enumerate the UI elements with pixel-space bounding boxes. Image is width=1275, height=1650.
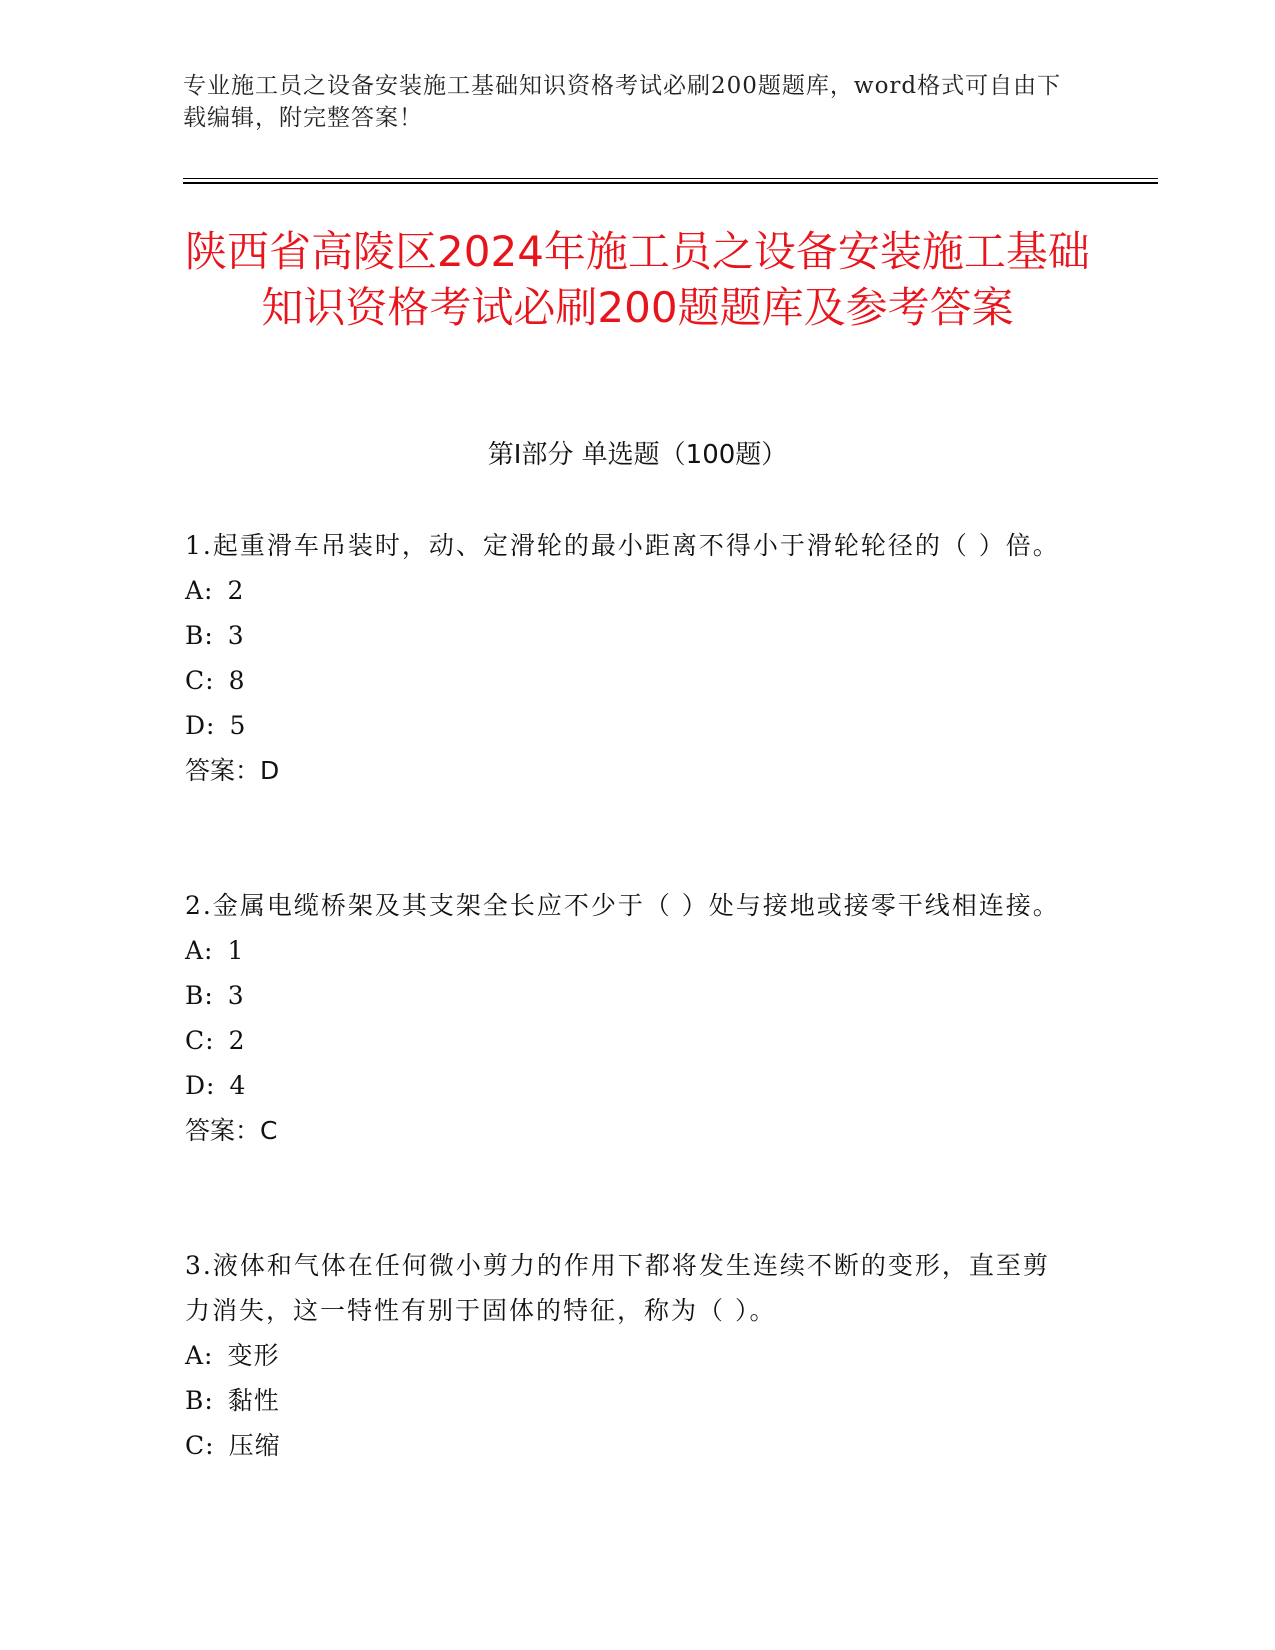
option-c — [185, 1423, 1065, 1468]
answer-line: 答案：D — [185, 756, 280, 785]
question-stem: 2.金属电缆桥架及其支架全长应不少于（ ）处与接地或接零干线相连接。 — [185, 891, 1060, 920]
option-key: D: — [185, 711, 216, 740]
option-value: 变形 — [227, 1341, 280, 1370]
option-key: A: — [185, 936, 214, 965]
option-a — [185, 1333, 1065, 1378]
answer-line: 答案：C — [185, 1116, 278, 1145]
option-value: 2 — [227, 576, 245, 605]
question-1 — [185, 523, 1065, 793]
option-value: 压缩 — [228, 1431, 281, 1460]
question-2 — [185, 883, 1065, 1153]
option-a — [185, 928, 1065, 973]
option-key: C: — [185, 1026, 215, 1055]
option-key: D: — [185, 1071, 216, 1100]
option-a — [185, 568, 1065, 613]
option-b — [185, 973, 1065, 1018]
option-value: 1 — [227, 936, 245, 965]
option-key: A: — [185, 576, 214, 605]
option-value: 黏性 — [227, 1386, 280, 1415]
question-stem: 3.液体和气体在任何微小剪力的作用下都将发生连续不断的变形，直至剪力消失，这一特性有别于固体的特征，称为（ ）。 — [185, 1251, 1050, 1325]
header-divider-top — [183, 178, 1158, 179]
header-divider-bottom — [183, 182, 1158, 184]
option-key: A: — [185, 1341, 214, 1370]
option-b — [185, 1378, 1065, 1423]
option-value: 4 — [229, 1071, 247, 1100]
option-d — [185, 1063, 1065, 1108]
option-key: C: — [185, 666, 215, 695]
option-key: B: — [185, 621, 214, 650]
option-d — [185, 703, 1065, 748]
option-value: 3 — [227, 621, 245, 650]
document-title: 陕西省高陵区2024年施工员之设备安装施工基础知识资格考试必刷200题题库及参考答案 — [185, 227, 1090, 332]
header-note: 专业施工员之设备安装施工基础知识资格考试必刷200题题库，word格式可自由下载编辑，附完整答案！ — [183, 73, 1062, 131]
option-value: 3 — [227, 981, 245, 1010]
option-key: B: — [185, 1386, 214, 1415]
option-c — [185, 1018, 1065, 1063]
option-key: B: — [185, 981, 214, 1010]
section-heading: 第Ⅰ部分 单选题（100题） — [487, 440, 788, 470]
option-key: C: — [185, 1431, 215, 1460]
option-c — [185, 658, 1065, 703]
option-value: 5 — [229, 711, 247, 740]
question-stem: 1.起重滑车吊装时，动、定滑轮的最小距离不得小于滑轮轮径的（ ）倍。 — [185, 531, 1060, 560]
question-3 — [185, 1243, 1065, 1468]
option-value: 2 — [228, 1026, 246, 1055]
option-b — [185, 613, 1065, 658]
option-value: 8 — [228, 666, 246, 695]
